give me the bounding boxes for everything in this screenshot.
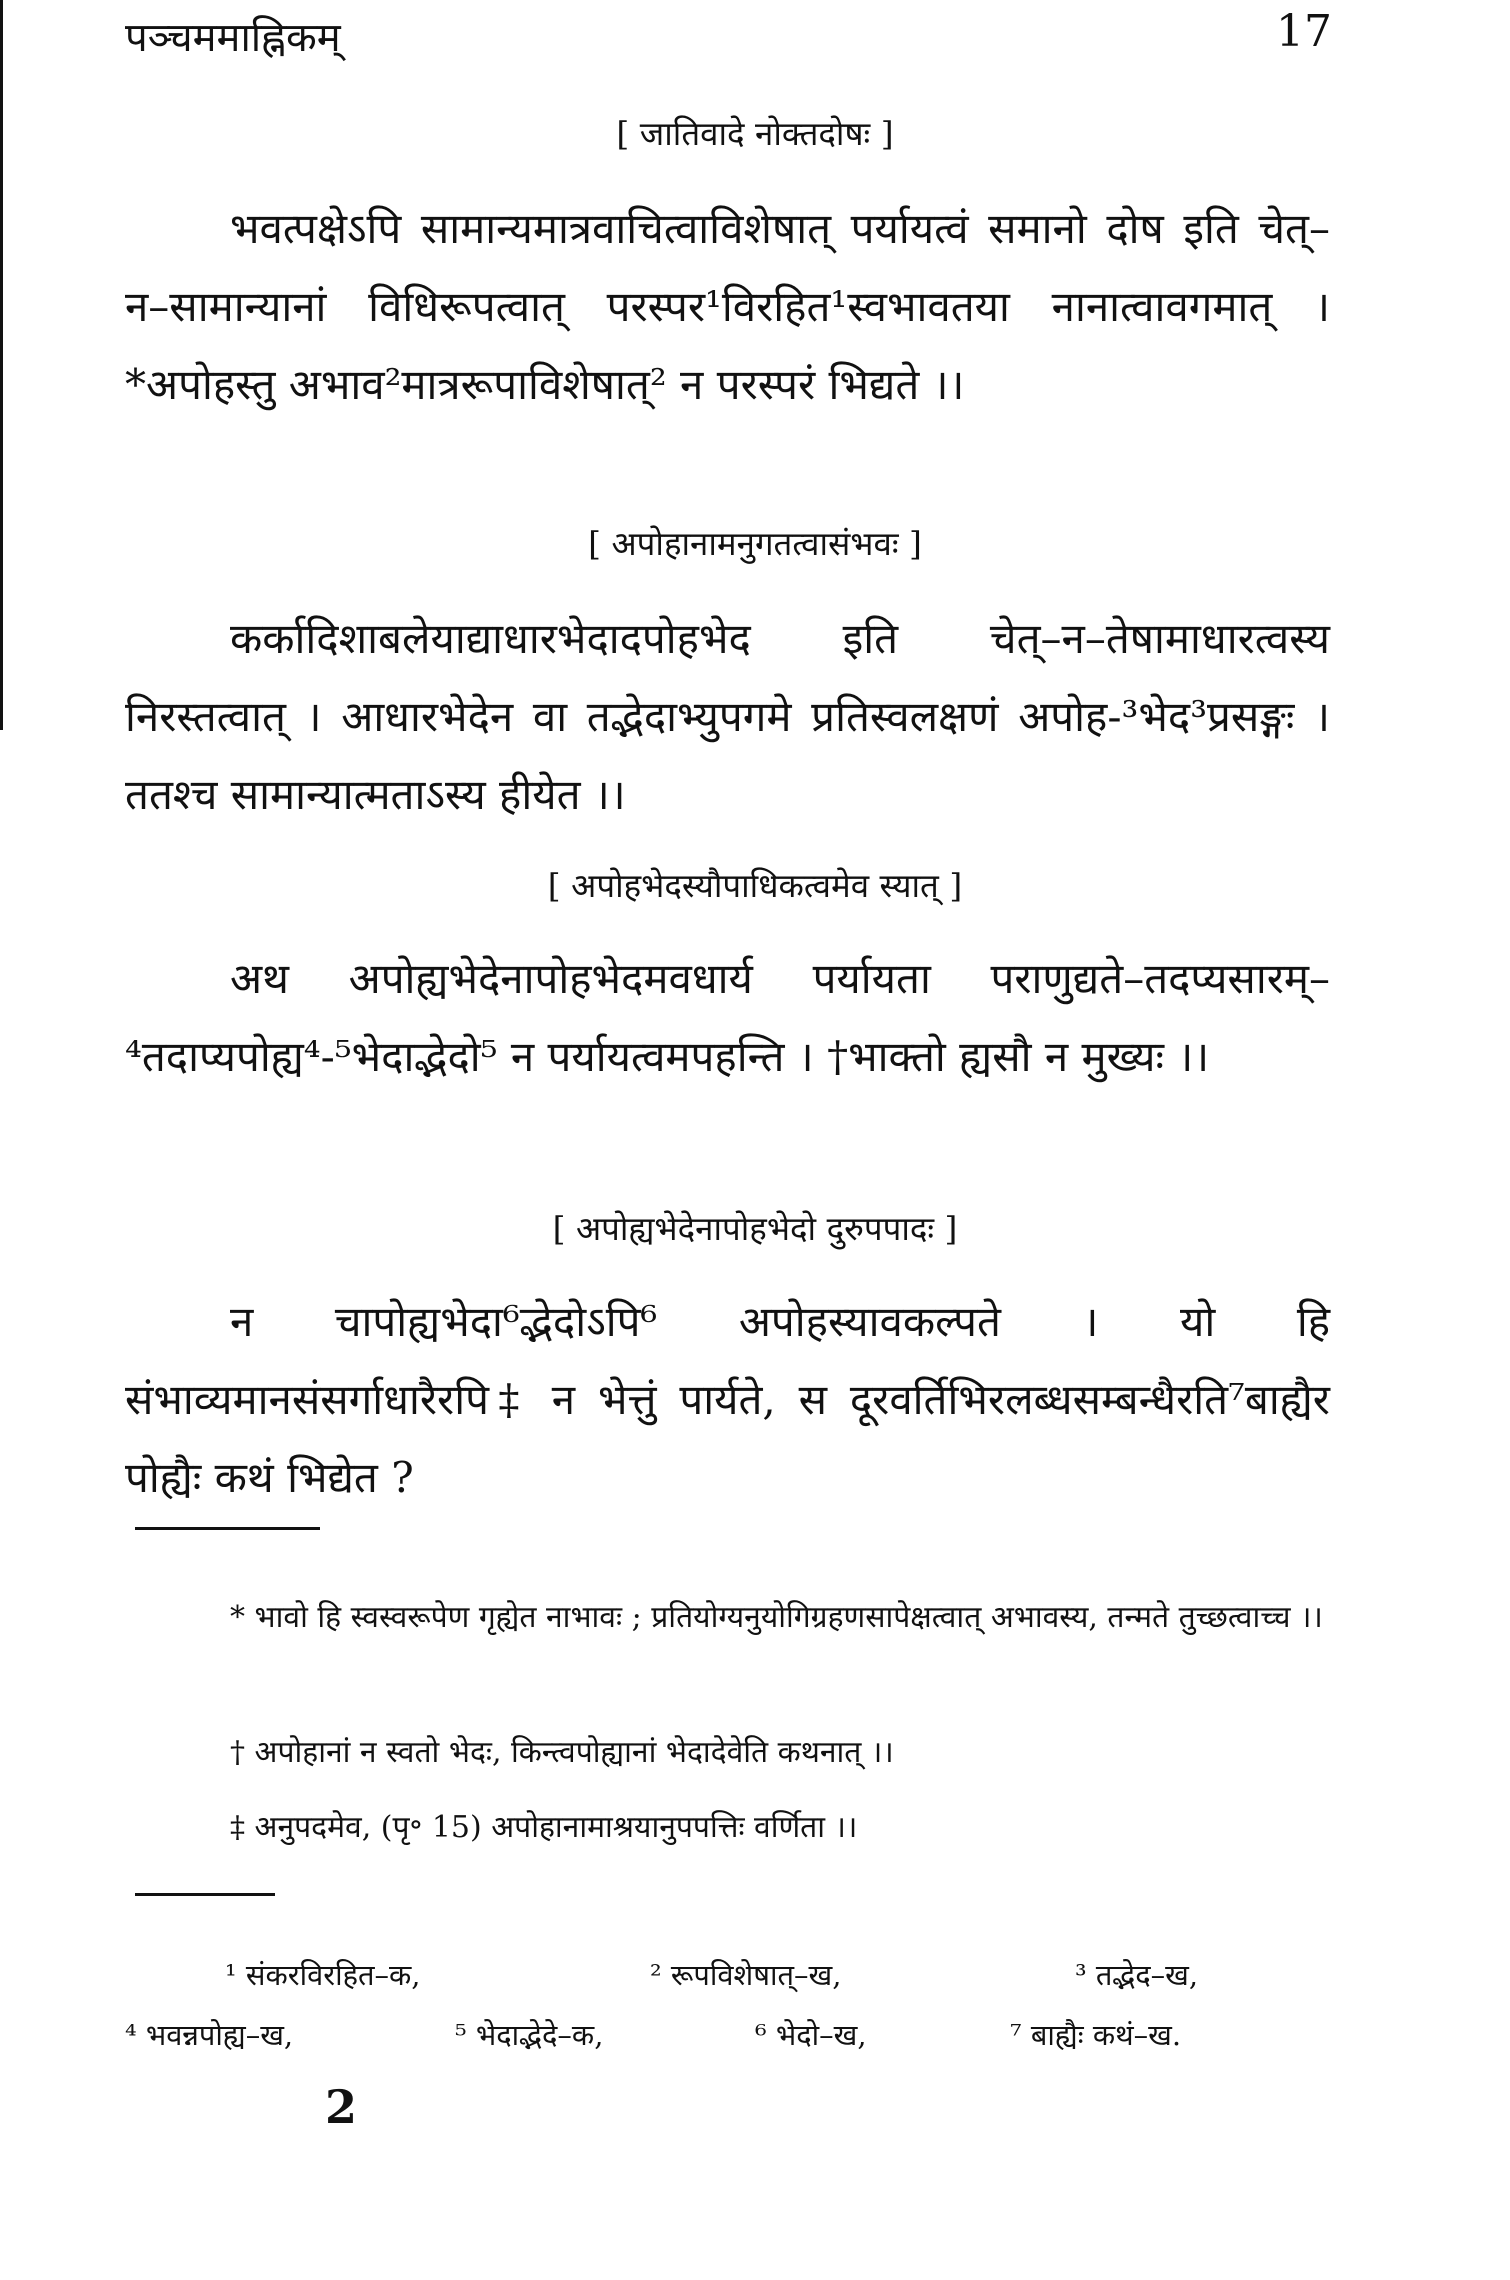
paragraph-1: भवत्पक्षेऽपि सामान्यमात्रवाचित्वाविशेषात् पर्यायत्वं समानो दोष इति चेत्–न–सामान्यानां विधिरूपत्वात् परस्पर¹विरहित¹स्वभावतया नानात्वावगमात् । *अपोहस्तु अभाव²मात्ररूपाविशेषात्² न परस्परं भिद्यते ।। — [125, 204, 1330, 409]
footnote-rule — [135, 1527, 320, 1530]
variant-note-4: ⁴ भवन्नपोह्य–ख, — [125, 2018, 294, 2052]
variant-rule — [135, 1893, 275, 1896]
footnote-2: † अपोहानां न स्वतो भेदः, किन्त्वपोह्यानां भेदादेवेति कथनात् ।। — [230, 1735, 894, 1770]
variant-note-6: ⁶ भेदो–ख, — [755, 2018, 867, 2052]
footnote-3: ‡ अनुपदमेव, (पृ॰ 15) अपोहानामाश्रयानुपपत्तिः वर्णिता ।। — [230, 1810, 858, 1845]
paragraph-2: कर्कादिशाबलेयाद्याधारभेदादपोहभेद इति चेत्–न–तेषामाधारत्वस्य निरस्तत्वात् । आधारभेदेन वा तद्भेदाभ्युपगमे प्रतिस्वलक्षणं अपोह-³भेद³प्रसङ्गः । ततश्च सामान्यात्मताऽस्य हीयेत ।। — [125, 614, 1330, 819]
variant-note-3: ³ तद्भेद–ख, — [1075, 1958, 1199, 1992]
variant-note-5: ⁵ भेदाद्भेदे–क, — [455, 2018, 604, 2052]
section-heading-2: [ अपोहानामनुगतत्वासंभवः ] — [588, 524, 922, 563]
variant-note-2: ² रूपविशेषात्–ख, — [650, 1958, 842, 1992]
section-heading-3: [ अपोहभेदस्यौपाधिकत्वमेव स्यात् ] — [547, 866, 963, 905]
variant-note-7: ⁷ बाह्यैः कथं–ख. — [1010, 2018, 1182, 2052]
signature-mark: 2 — [325, 2080, 358, 2134]
page-number: 17 — [1276, 6, 1332, 57]
section-heading-4: [ अपोह्यभेदेनापोहभेदो दुरुपपादः ] — [552, 1209, 958, 1248]
variant-note-1: ¹ संकरविरहित–क, — [225, 1958, 421, 1992]
paragraph-4: न चापोह्यभेदा⁶द्भेदोऽपि⁶ अपोहस्यावकल्पते । यो हि संभाव्यमानसंसर्गाधारैरपि‡ न भेत्तुं पार्यते, स दूरवर्तिभिरलब्धसम्बन्धैरति⁷बाह्यैर पोह्यैः कथं भिद्येत ? — [125, 1297, 1330, 1502]
running-head: पञ्चममाह्निकम् — [125, 15, 341, 61]
footnote-1: * भावो हि स्वस्वरूपेण गृह्येत नाभावः ; प्रतियोग्यनुयोगिग्रहणसापेक्षत्वात् अभावस्य, तन्मते तुच्छत्वाच्च ।। — [230, 1600, 1323, 1635]
paragraph-3: अथ अपोह्यभेदेनापोहभेदमवधार्य पर्यायता पराणुद्यते–तदप्यसारम्–⁴तदाप्यपोह्य⁴-⁵भेदाद्भेदो⁵ न पर्यायत्वमपहन्ति । †भाक्तो ह्यसौ न मुख्यः ।। — [125, 954, 1330, 1081]
section-heading-1: [ जातिवादे नोक्तदोषः ] — [616, 114, 894, 153]
